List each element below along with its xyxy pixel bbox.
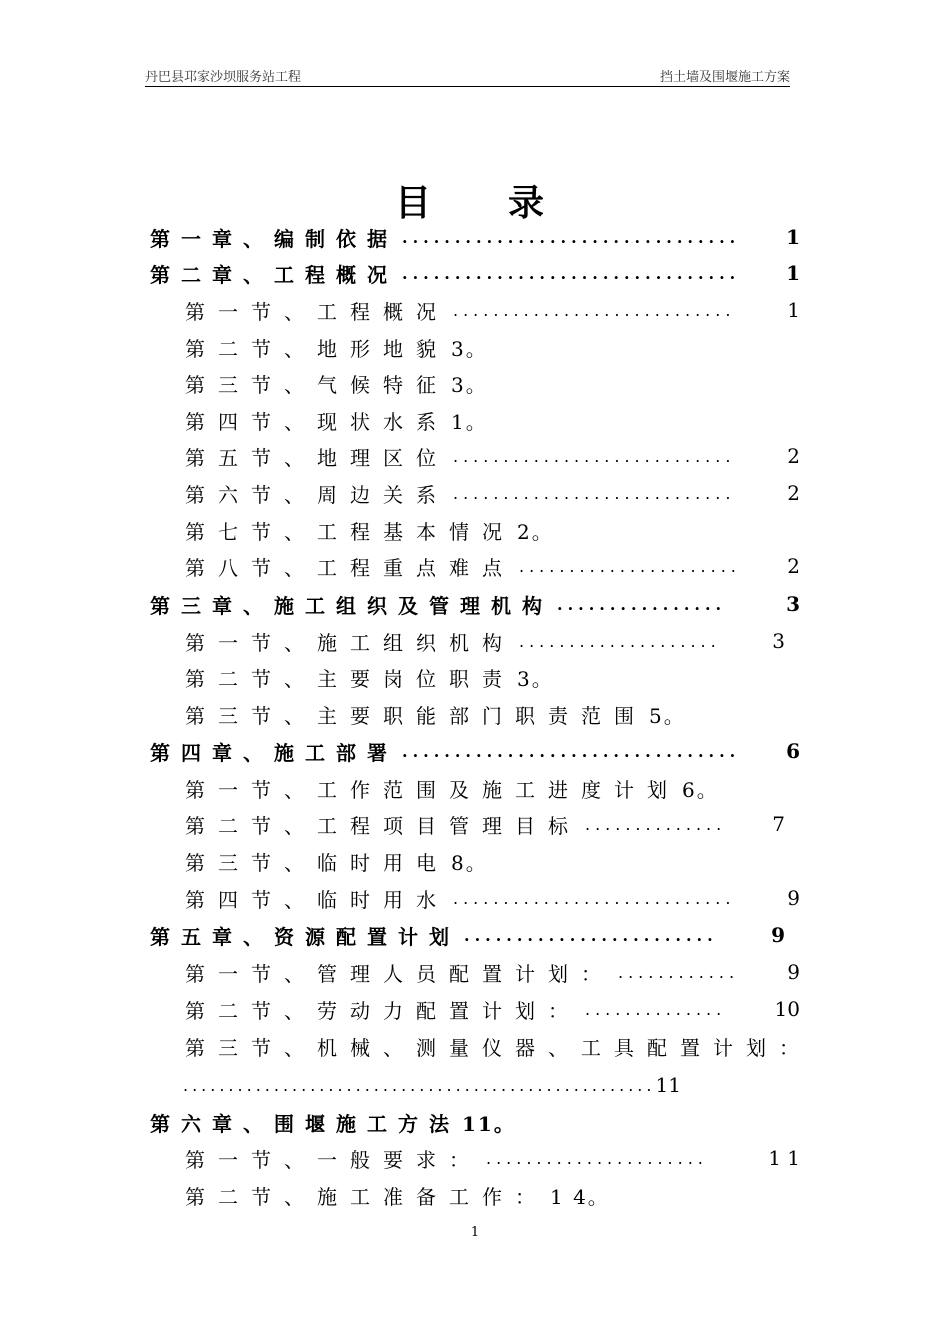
toc-page-number: 3。 [451, 372, 488, 397]
toc-entry-title: 第三节、气候特征 [185, 372, 449, 397]
toc-leader-dots: ...................... [486, 1148, 708, 1168]
toc-entry-title: 第一章、编制依据 [150, 226, 398, 251]
toc-leader-dots: ........................ [464, 925, 718, 945]
toc-page-number: 2。 [517, 519, 554, 544]
toc-chapter-6[interactable] [150, 1107, 800, 1137]
toc-entry-title: 第四节、现状水系 [185, 409, 449, 434]
toc-page-number: 1 [786, 225, 800, 249]
toc-section-4-2[interactable] [185, 809, 785, 839]
toc-section-3-1[interactable] [185, 626, 785, 656]
toc-entry-title: 第一节、施工组织机构 [185, 630, 515, 655]
toc-leader-dots: ............................ [453, 300, 736, 320]
toc-entry-title: 第二节、工程项目管理目标 [185, 813, 581, 838]
toc-leader-dots: ............................ [453, 446, 736, 466]
toc-chapter-1[interactable] [150, 222, 800, 252]
header-document-name: 挡土墙及围堰施工方案 [659, 70, 790, 85]
toc-section-2-4[interactable] [185, 405, 800, 435]
toc-section-5-3-continuation[interactable] [183, 1070, 681, 1100]
toc-page-number: 2 [787, 444, 800, 468]
toc-entry-title: 第二章、工程概况 [150, 262, 398, 287]
toc-page-number: 7 [772, 812, 785, 836]
toc-page-number: 9 [787, 886, 800, 910]
toc-section-2-6[interactable] [185, 478, 800, 508]
toc-page-number: 9 [771, 923, 785, 947]
toc-entry-title: 第一节、一般要求： [185, 1147, 482, 1172]
toc-section-2-7[interactable] [185, 515, 800, 545]
toc-leader-dots: ...................... [519, 556, 741, 576]
toc-leader-dots: ................................ [402, 741, 741, 761]
toc-section-3-3[interactable] [185, 699, 800, 729]
toc-section-2-3[interactable] [185, 368, 800, 398]
toc-section-3-2[interactable] [185, 662, 800, 692]
toc-entry-title: 第五节、地理区位 [185, 445, 449, 470]
toc-entry-title: 第四节、临时用水 [185, 887, 449, 912]
toc-section-2-2[interactable] [185, 332, 800, 362]
toc-chapter-5[interactable] [150, 920, 785, 950]
toc-section-4-3[interactable] [185, 846, 800, 876]
toc-page-number: 2 [787, 481, 800, 505]
toc-page-number: 1 1 [768, 1146, 800, 1170]
page-footer-number: 1 [470, 1225, 480, 1240]
toc-entry-title: 第二节、劳动力配置计划： [185, 998, 581, 1023]
toc-page-number: 3 [786, 592, 800, 616]
toc-page-number: 1。 [451, 409, 488, 434]
toc-entry-title: 第二节、施工准备工作： [185, 1184, 548, 1209]
toc-leader-dots: ............................ [453, 483, 736, 503]
toc-entry-title: 第二节、地形地貌 [185, 336, 449, 361]
toc-entry-title: 第六章、围堰施工方法 [150, 1111, 460, 1136]
toc-entry-title: 第一节、管理人员配置计划： [185, 961, 614, 986]
toc-entry-title: 第三章、施工组织及管理机构 [150, 593, 553, 618]
toc-leader-dots: .................................................... [183, 1075, 656, 1095]
toc-page-number: 6。 [682, 777, 719, 802]
toc-leader-dots: ............................ [453, 888, 736, 908]
toc-section-5-3[interactable] [185, 1031, 820, 1061]
toc-section-2-5[interactable] [185, 441, 800, 471]
toc-leader-dots: ................................ [402, 263, 741, 283]
toc-page-number: 3 [772, 629, 785, 653]
toc-leader-dots: ............ [618, 962, 740, 982]
toc-title-char-1: 目 [395, 182, 432, 224]
toc-entry-title: 第三节、机械、测量仪器、工具配置计划： [185, 1035, 812, 1060]
toc-page-number: 2 [787, 554, 800, 578]
toc-section-6-2[interactable] [185, 1180, 800, 1210]
toc-leader-dots: .............. [585, 814, 727, 834]
toc-page-number: 8。 [451, 850, 488, 875]
toc-entry-title: 第二节、主要岗位职责 [185, 666, 515, 691]
toc-entry-title: 第一节、工作范围及施工进度计划 [185, 777, 680, 802]
toc-section-5-2[interactable] [185, 994, 800, 1024]
toc-page-number: 11 [655, 1073, 681, 1097]
toc-page-number: 5。 [649, 703, 686, 728]
toc-chapter-4[interactable] [150, 736, 800, 766]
toc-entry-title: 第三节、主要职能部门职责范围 [185, 703, 647, 728]
toc-page-number: 6 [786, 739, 800, 763]
toc-entry-title: 第六节、周边关系 [185, 482, 449, 507]
toc-section-4-4[interactable] [185, 883, 800, 913]
toc-leader-dots: .............. [585, 999, 727, 1019]
toc-section-5-1[interactable] [185, 957, 800, 987]
toc-page-number: 1 4。 [550, 1184, 610, 1209]
toc-entry-title: 第五章、资源配置计划 [150, 924, 460, 949]
toc-section-2-1[interactable] [185, 295, 800, 325]
toc-entry-title: 第一节、工程概况 [185, 299, 449, 324]
toc-page-number: 3。 [451, 336, 488, 361]
header-project-name: 丹巴县邛家沙坝服务站工程 [145, 70, 302, 85]
toc-entry-title: 第四章、施工部署 [150, 740, 398, 765]
toc-page-number: 1 [787, 298, 800, 322]
toc-leader-dots: ................ [557, 594, 727, 614]
toc-section-2-8[interactable] [185, 551, 800, 581]
toc-chapter-3[interactable] [150, 589, 800, 619]
toc-page-number: 3。 [517, 666, 554, 691]
toc-section-4-1[interactable] [185, 773, 800, 803]
toc-page-number: 9 [787, 960, 800, 984]
toc-section-6-1[interactable] [185, 1143, 800, 1173]
toc-entry-title: 第三节、临时用电 [185, 850, 449, 875]
toc-entry-title: 第七节、工程基本情况 [185, 519, 515, 544]
toc-entry-title: 第八节、工程重点难点 [185, 555, 515, 580]
toc-page-number: 10 [774, 997, 800, 1021]
toc-leader-dots: .................... [519, 631, 721, 651]
toc-page-number: 1 [786, 261, 800, 285]
toc-chapter-2[interactable] [150, 258, 800, 288]
toc-page-number: 11。 [462, 1111, 516, 1136]
toc-title-char-2: 录 [508, 182, 545, 224]
toc-leader-dots: ................................ [402, 227, 741, 247]
